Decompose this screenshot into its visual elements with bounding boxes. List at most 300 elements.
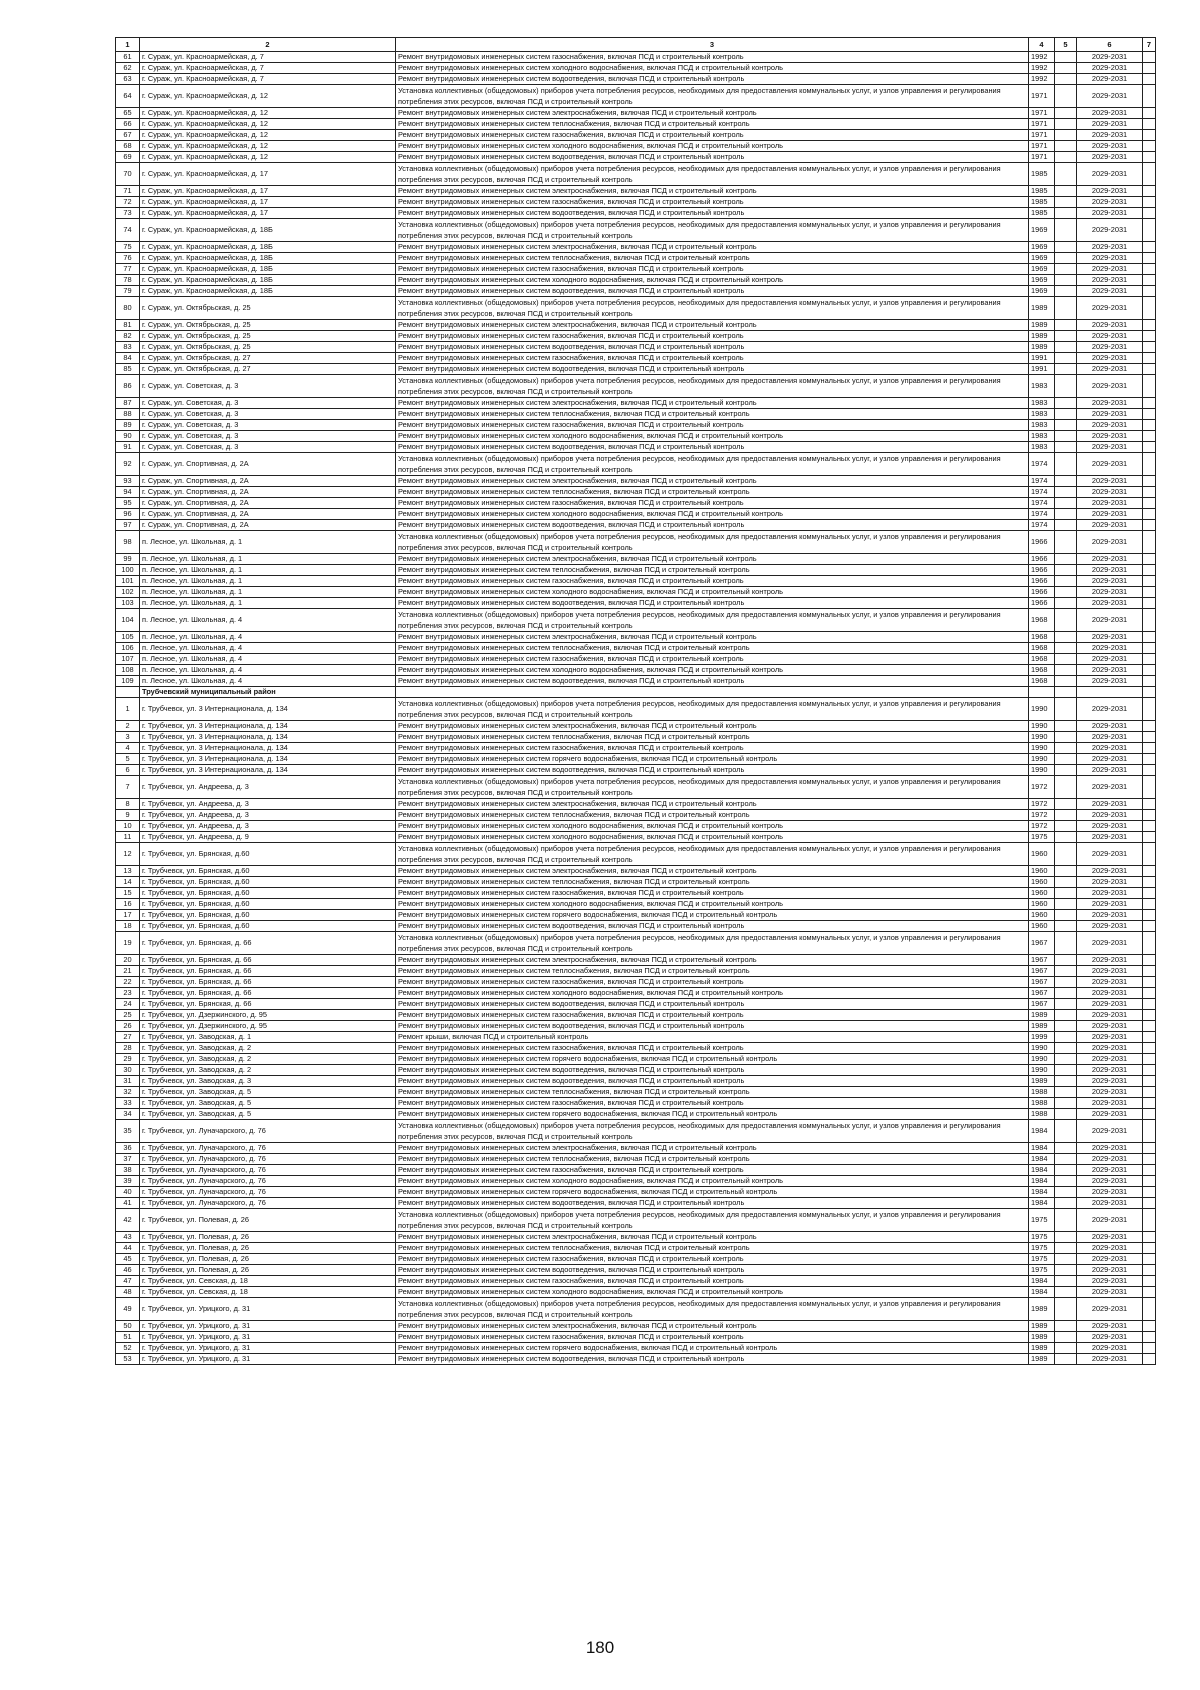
row-number: 15 — [116, 888, 140, 899]
address-cell: п. Лесное, ул. Школьная, д. 4 — [140, 632, 396, 643]
year-cell: 1990 — [1029, 743, 1055, 754]
empty-cell — [1143, 186, 1156, 197]
period-cell: 2029-2031 — [1077, 130, 1143, 141]
year-cell: 1966 — [1029, 531, 1055, 554]
empty-cell — [1055, 1065, 1077, 1076]
table-row — [116, 966, 1156, 977]
period-cell: 2029-2031 — [1077, 743, 1143, 754]
row-number: 69 — [116, 152, 140, 163]
empty-cell — [1143, 1176, 1156, 1187]
address-cell: г. Сураж, ул. Спортивная, д. 2А — [140, 487, 396, 498]
work-type-cell: Ремонт внутридомовых инженерных систем горячего водоснабжения, включая ПСД и строительный контроль — [396, 1109, 1029, 1120]
empty-cell — [1143, 1032, 1156, 1043]
work-type-cell: Ремонт внутридомовых инженерных систем электроснабжения, включая ПСД и строительный контроль — [396, 1143, 1029, 1154]
year-cell: 1988 — [1029, 1098, 1055, 1109]
year-cell: 1974 — [1029, 498, 1055, 509]
empty-cell — [1143, 1054, 1156, 1065]
year-cell: 1975 — [1029, 832, 1055, 843]
empty-cell — [1143, 52, 1156, 63]
period-cell: 2029-2031 — [1077, 442, 1143, 453]
row-number: 97 — [116, 520, 140, 531]
row-number: 105 — [116, 632, 140, 643]
empty-cell — [1055, 554, 1077, 565]
row-number: 28 — [116, 1043, 140, 1054]
row-number: 29 — [116, 1054, 140, 1065]
year-cell: 1967 — [1029, 932, 1055, 955]
address-cell: г. Сураж, ул. Спортивная, д. 2А — [140, 498, 396, 509]
period-cell: 2029-2031 — [1077, 810, 1143, 821]
period-cell: 2029-2031 — [1077, 843, 1143, 866]
table-row — [116, 1265, 1156, 1276]
table-row — [116, 74, 1156, 85]
year-cell: 1989 — [1029, 331, 1055, 342]
period-cell: 2029-2031 — [1077, 966, 1143, 977]
row-number: 108 — [116, 665, 140, 676]
year-cell: 1990 — [1029, 1043, 1055, 1054]
row-number: 78 — [116, 275, 140, 286]
address-cell: г. Трубчевск, ул. Севская, д. 18 — [140, 1276, 396, 1287]
empty-cell — [1055, 1076, 1077, 1087]
year-cell: 1968 — [1029, 665, 1055, 676]
row-number: 53 — [116, 1354, 140, 1365]
year-cell: 1984 — [1029, 1120, 1055, 1143]
empty-cell — [1143, 264, 1156, 275]
empty-cell — [1055, 988, 1077, 999]
period-cell: 2029-2031 — [1077, 587, 1143, 598]
row-number: 94 — [116, 487, 140, 498]
address-cell: г. Сураж, ул. Красноармейская, д. 12 — [140, 85, 396, 108]
row-number: 9 — [116, 810, 140, 821]
table-row — [116, 453, 1156, 476]
work-type-cell: Ремонт внутридомовых инженерных систем газоснабжения, включая ПСД и строительный контроль — [396, 331, 1029, 342]
period-cell: 2029-2031 — [1077, 420, 1143, 431]
period-cell: 2029-2031 — [1077, 654, 1143, 665]
table-row — [116, 531, 1156, 554]
row-number: 7 — [116, 776, 140, 799]
year-cell: 1966 — [1029, 576, 1055, 587]
table-row — [116, 1143, 1156, 1154]
empty-cell — [1055, 643, 1077, 654]
address-cell: г. Трубчевск, ул. Заводская, д. 5 — [140, 1098, 396, 1109]
table-row — [116, 331, 1156, 342]
year-cell: 1989 — [1029, 342, 1055, 353]
empty-cell — [1143, 1087, 1156, 1098]
address-cell: г. Сураж, ул. Спортивная, д. 2А — [140, 520, 396, 531]
empty-cell — [1055, 1010, 1077, 1021]
header-cell: 2 — [140, 38, 396, 52]
period-cell: 2029-2031 — [1077, 52, 1143, 63]
year-cell: 1984 — [1029, 1143, 1055, 1154]
row-number: 61 — [116, 52, 140, 63]
address-cell: г. Сураж, ул. Красноармейская, д. 12 — [140, 130, 396, 141]
row-number: 67 — [116, 130, 140, 141]
table-row — [116, 1032, 1156, 1043]
address-cell: г. Сураж, ул. Октябрьская, д. 27 — [140, 364, 396, 375]
work-type-cell: Ремонт внутридомовых инженерных систем газоснабжения, включая ПСД и строительный контроль — [396, 197, 1029, 208]
period-cell: 2029-2031 — [1077, 765, 1143, 776]
empty-cell — [1143, 531, 1156, 554]
address-cell: г. Трубчевск, ул. Дзержинского, д. 95 — [140, 1010, 396, 1021]
table-row — [116, 1154, 1156, 1165]
address-cell: п. Лесное, ул. Школьная, д. 4 — [140, 643, 396, 654]
year-cell: 1983 — [1029, 409, 1055, 420]
row-number: 33 — [116, 1098, 140, 1109]
work-type-cell: Ремонт внутридомовых инженерных систем водоотведения, включая ПСД и строительный контроль — [396, 364, 1029, 375]
table-row — [116, 1209, 1156, 1232]
period-cell: 2029-2031 — [1077, 899, 1143, 910]
work-type-cell: Ремонт внутридомовых инженерных систем водоотведения, включая ПСД и строительный контроль — [396, 520, 1029, 531]
table-row — [116, 520, 1156, 531]
address-cell: г. Сураж, ул. Советская, д. 3 — [140, 420, 396, 431]
table-row — [116, 698, 1156, 721]
year-cell: 1968 — [1029, 643, 1055, 654]
empty-cell — [1143, 197, 1156, 208]
empty-cell — [1055, 1165, 1077, 1176]
table-row — [116, 130, 1156, 141]
empty-cell — [1055, 832, 1077, 843]
empty-cell — [1143, 888, 1156, 899]
row-number: 65 — [116, 108, 140, 119]
work-type-cell: Ремонт внутридомовых инженерных систем холодного водоснабжения, включая ПСД и строительный контроль — [396, 587, 1029, 598]
year-cell: 1989 — [1029, 1332, 1055, 1343]
work-type-cell: Ремонт внутридомовых инженерных систем водоотведения, включая ПСД и строительный контроль — [396, 1265, 1029, 1276]
work-type-cell: Ремонт внутридомовых инженерных систем электроснабжения, включая ПСД и строительный контроль — [396, 632, 1029, 643]
row-number: 23 — [116, 988, 140, 999]
period-cell: 2029-2031 — [1077, 331, 1143, 342]
work-type-cell: Ремонт внутридомовых инженерных систем теплоснабжения, включая ПСД и строительный контроль — [396, 877, 1029, 888]
table-row — [116, 1232, 1156, 1243]
period-cell: 2029-2031 — [1077, 676, 1143, 687]
empty-cell — [1143, 1332, 1156, 1343]
empty-cell — [1055, 453, 1077, 476]
row-number: 3 — [116, 732, 140, 743]
year-cell: 1968 — [1029, 632, 1055, 643]
empty-cell — [1055, 1187, 1077, 1198]
empty-cell — [1143, 1098, 1156, 1109]
section-title: Трубчевский муниципальный район — [140, 687, 396, 698]
work-type-cell: Установка коллективных (общедомовых) приборов учета потребления ресурсов, необходимых для предоставления коммунальных услуг, и узлов управления и регулирования потребления этих ресурсов, включая ПСД и строительный контроль — [396, 375, 1029, 398]
year-cell: 1966 — [1029, 587, 1055, 598]
period-cell: 2029-2031 — [1077, 1287, 1143, 1298]
work-type-cell: Ремонт внутридомовых инженерных систем горячего водоснабжения, включая ПСД и строительный контроль — [396, 754, 1029, 765]
period-cell: 2029-2031 — [1077, 1198, 1143, 1209]
year-cell: 1960 — [1029, 866, 1055, 877]
table-row — [116, 364, 1156, 375]
period-cell: 2029-2031 — [1077, 754, 1143, 765]
empty-cell — [1143, 910, 1156, 921]
address-cell: г. Трубчевск, ул. Брянская, д.60 — [140, 910, 396, 921]
period-cell: 2029-2031 — [1077, 264, 1143, 275]
period-cell: 2029-2031 — [1077, 487, 1143, 498]
table-row — [116, 821, 1156, 832]
period-cell: 2029-2031 — [1077, 1054, 1143, 1065]
empty-cell — [1143, 698, 1156, 721]
work-type-cell: Ремонт внутридомовых инженерных систем водоотведения, включая ПСД и строительный контроль — [396, 342, 1029, 353]
period-cell: 2029-2031 — [1077, 565, 1143, 576]
address-cell: г. Сураж, ул. Красноармейская, д. 12 — [140, 152, 396, 163]
year-cell: 1984 — [1029, 1176, 1055, 1187]
table-row — [116, 999, 1156, 1010]
empty-cell — [1143, 632, 1156, 643]
work-type-cell: Ремонт внутридомовых инженерных систем газоснабжения, включая ПСД и строительный контроль — [396, 977, 1029, 988]
period-cell: 2029-2031 — [1077, 866, 1143, 877]
period-cell: 2029-2031 — [1077, 721, 1143, 732]
row-number: 84 — [116, 353, 140, 364]
work-type-cell: Ремонт внутридомовых инженерных систем теплоснабжения, включая ПСД и строительный контроль — [396, 643, 1029, 654]
address-cell: г. Трубчевск, ул. Луначарского, д. 76 — [140, 1143, 396, 1154]
address-cell: г. Трубчевск, ул. Полевая, д. 26 — [140, 1243, 396, 1254]
period-cell: 2029-2031 — [1077, 342, 1143, 353]
address-cell: г. Трубчевск, ул. Брянская, д. 66 — [140, 999, 396, 1010]
period-cell: 2029-2031 — [1077, 1043, 1143, 1054]
period-cell: 2029-2031 — [1077, 988, 1143, 999]
work-type-cell: Ремонт внутридомовых инженерных систем водоотведения, включая ПСД и строительный контроль — [396, 74, 1029, 85]
table-row — [116, 1076, 1156, 1087]
table-row — [116, 409, 1156, 420]
address-cell: п. Лесное, ул. Школьная, д. 1 — [140, 598, 396, 609]
empty-cell — [1055, 1343, 1077, 1354]
year-cell: 1974 — [1029, 476, 1055, 487]
work-type-cell: Ремонт внутридомовых инженерных систем электроснабжения, включая ПСД и строительный контроль — [396, 554, 1029, 565]
empty-cell — [1055, 843, 1077, 866]
year-cell: 1966 — [1029, 565, 1055, 576]
empty-cell — [1143, 398, 1156, 409]
empty-cell — [1143, 1043, 1156, 1054]
address-cell: п. Лесное, ул. Школьная, д. 1 — [140, 565, 396, 576]
period-cell: 2029-2031 — [1077, 999, 1143, 1010]
work-type-cell: Ремонт внутридомовых инженерных систем газоснабжения, включая ПСД и строительный контроль — [396, 1043, 1029, 1054]
period-cell: 2029-2031 — [1077, 409, 1143, 420]
address-cell: г. Трубчевск, ул. Брянская, д.60 — [140, 888, 396, 899]
row-number: 101 — [116, 576, 140, 587]
work-type-cell: Ремонт внутридомовых инженерных систем теплоснабжения, включая ПСД и строительный контроль — [396, 1243, 1029, 1254]
year-cell: 1972 — [1029, 776, 1055, 799]
empty-cell — [1055, 1087, 1077, 1098]
work-type-cell: Ремонт внутридомовых инженерных систем горячего водоснабжения, включая ПСД и строительный контроль — [396, 1187, 1029, 1198]
address-cell: г. Трубчевск, ул. Луначарского, д. 76 — [140, 1187, 396, 1198]
address-cell: г. Трубчевск, ул. Урицкого, д. 31 — [140, 1298, 396, 1321]
address-cell: г. Трубчевск, ул. 3 Интернационала, д. 134 — [140, 732, 396, 743]
empty-cell — [1055, 732, 1077, 743]
empty-cell — [1055, 1243, 1077, 1254]
table-row — [116, 743, 1156, 754]
period-cell: 2029-2031 — [1077, 643, 1143, 654]
period-cell: 2029-2031 — [1077, 242, 1143, 253]
work-type-cell: Ремонт внутридомовых инженерных систем теплоснабжения, включая ПСД и строительный контроль — [396, 253, 1029, 264]
period-cell: 2029-2031 — [1077, 1298, 1143, 1321]
work-type-cell: Установка коллективных (общедомовых) приборов учета потребления ресурсов, необходимых для предоставления коммунальных услуг, и узлов управления и регулирования потребления этих ресурсов, включая ПСД и строительный контроль — [396, 163, 1029, 186]
period-cell: 2029-2031 — [1077, 320, 1143, 331]
empty-cell — [1143, 1154, 1156, 1165]
address-cell: г. Трубчевск, ул. Луначарского, д. 76 — [140, 1165, 396, 1176]
table-row — [116, 665, 1156, 676]
address-cell: г. Трубчевск, ул. Севская, д. 18 — [140, 1287, 396, 1298]
year-cell: 1972 — [1029, 799, 1055, 810]
empty-cell — [1143, 219, 1156, 242]
work-type-cell: Ремонт внутридомовых инженерных систем газоснабжения, включая ПСД и строительный контроль — [396, 1332, 1029, 1343]
empty-cell — [1143, 1143, 1156, 1154]
row-number: 80 — [116, 297, 140, 320]
row-number: 40 — [116, 1187, 140, 1198]
empty-cell — [1055, 765, 1077, 776]
work-type-cell: Ремонт внутридомовых инженерных систем электроснабжения, включая ПСД и строительный контроль — [396, 398, 1029, 409]
table-row — [116, 676, 1156, 687]
address-cell: г. Сураж, ул. Советская, д. 3 — [140, 442, 396, 453]
work-type-cell: Ремонт внутридомовых инженерных систем холодного водоснабжения, включая ПСД и строительный контроль — [396, 821, 1029, 832]
table-row — [116, 52, 1156, 63]
empty-cell — [1055, 476, 1077, 487]
work-type-cell: Ремонт внутридомовых инженерных систем газоснабжения, включая ПСД и строительный контроль — [396, 264, 1029, 275]
empty-cell — [1055, 509, 1077, 520]
empty-cell — [1143, 331, 1156, 342]
empty-cell — [1055, 253, 1077, 264]
row-number: 77 — [116, 264, 140, 275]
row-number: 95 — [116, 498, 140, 509]
work-type-cell: Ремонт внутридомовых инженерных систем горячего водоснабжения, включая ПСД и строительный контроль — [396, 910, 1029, 921]
period-cell: 2029-2031 — [1077, 576, 1143, 587]
year-cell: 1990 — [1029, 698, 1055, 721]
page-number: 180 — [585, 1638, 615, 1657]
empty-cell — [1055, 141, 1077, 152]
empty-cell — [1055, 398, 1077, 409]
address-cell: г. Трубчевск, ул. Луначарского, д. 76 — [140, 1120, 396, 1143]
empty-cell — [1143, 476, 1156, 487]
row-number: 98 — [116, 531, 140, 554]
address-cell: г. Трубчевск, ул. Брянская, д. 66 — [140, 932, 396, 955]
empty-cell — [1055, 866, 1077, 877]
year-cell: 1974 — [1029, 509, 1055, 520]
table-row — [116, 152, 1156, 163]
table-row — [116, 654, 1156, 665]
address-cell: г. Сураж, ул. Октябрьская, д. 25 — [140, 297, 396, 320]
row-number: 32 — [116, 1087, 140, 1098]
empty-cell — [1055, 1232, 1077, 1243]
row-number: 34 — [116, 1109, 140, 1120]
address-cell: п. Лесное, ул. Школьная, д. 1 — [140, 531, 396, 554]
table-row — [116, 799, 1156, 810]
period-cell: 2029-2031 — [1077, 977, 1143, 988]
row-number: 43 — [116, 1232, 140, 1243]
empty-cell — [1055, 1054, 1077, 1065]
year-cell: 1983 — [1029, 420, 1055, 431]
row-number: 102 — [116, 587, 140, 598]
address-cell: г. Трубчевск, ул. 3 Интернационала, д. 134 — [140, 721, 396, 732]
period-cell: 2029-2031 — [1077, 732, 1143, 743]
year-cell: 1983 — [1029, 398, 1055, 409]
year-cell: 1971 — [1029, 119, 1055, 130]
period-cell: 2029-2031 — [1077, 921, 1143, 932]
table-row — [116, 398, 1156, 409]
year-cell: 1985 — [1029, 163, 1055, 186]
address-cell: г. Трубчевск, ул. Луначарского, д. 76 — [140, 1154, 396, 1165]
table-row — [116, 208, 1156, 219]
table-row — [116, 1321, 1156, 1332]
address-cell: г. Трубчевск, ул. Брянская, д.60 — [140, 843, 396, 866]
year-cell: 1966 — [1029, 598, 1055, 609]
row-number: 68 — [116, 141, 140, 152]
year-cell: 1984 — [1029, 1276, 1055, 1287]
period-cell: 2029-2031 — [1077, 1109, 1143, 1120]
row-number: 36 — [116, 1143, 140, 1154]
empty-cell — [1055, 331, 1077, 342]
empty-cell — [1055, 1254, 1077, 1265]
address-cell: г. Трубчевск, ул. Полевая, д. 26 — [140, 1265, 396, 1276]
period-cell: 2029-2031 — [1077, 141, 1143, 152]
period-cell: 2029-2031 — [1077, 1154, 1143, 1165]
empty-cell — [1055, 364, 1077, 375]
work-type-cell: Ремонт крыши, включая ПСД и строительный контроль — [396, 1032, 1029, 1043]
address-cell: г. Сураж, ул. Красноармейская, д. 12 — [140, 119, 396, 130]
table-row — [116, 832, 1156, 843]
empty-cell — [1055, 821, 1077, 832]
year-cell: 1992 — [1029, 63, 1055, 74]
row-number: 45 — [116, 1254, 140, 1265]
period-cell: 2029-2031 — [1077, 286, 1143, 297]
header-cell: 4 — [1029, 38, 1055, 52]
empty-cell — [1055, 219, 1077, 242]
empty-cell — [1143, 275, 1156, 286]
work-type-cell: Ремонт внутридомовых инженерных систем газоснабжения, включая ПСД и строительный контроль — [396, 420, 1029, 431]
empty-cell — [1055, 799, 1077, 810]
empty-cell — [1143, 1354, 1156, 1365]
empty-cell — [1143, 609, 1156, 632]
empty-cell — [1055, 420, 1077, 431]
work-type-cell: Ремонт внутридомовых инженерных систем холодного водоснабжения, включая ПСД и строительный контроль — [396, 509, 1029, 520]
row-number: 73 — [116, 208, 140, 219]
work-type-cell: Установка коллективных (общедомовых) приборов учета потребления ресурсов, необходимых для предоставления коммунальных услуг, и узлов управления и регулирования потребления этих ресурсов, включая ПСД и строительный контроль — [396, 531, 1029, 554]
year-cell: 1989 — [1029, 1076, 1055, 1087]
address-cell: г. Сураж, ул. Красноармейская, д. 12 — [140, 108, 396, 119]
table-row — [116, 810, 1156, 821]
column-number-header — [116, 38, 1156, 52]
period-cell: 2029-2031 — [1077, 453, 1143, 476]
period-cell: 2029-2031 — [1077, 955, 1143, 966]
work-type-cell: Установка коллективных (общедомовых) приборов учета потребления ресурсов, необходимых для предоставления коммунальных услуг, и узлов управления и регулирования потребления этих ресурсов, включая ПСД и строительный контроль — [396, 453, 1029, 476]
period-cell: 2029-2031 — [1077, 632, 1143, 643]
period-cell: 2029-2031 — [1077, 1176, 1143, 1187]
row-number: 71 — [116, 186, 140, 197]
period-cell: 2029-2031 — [1077, 1187, 1143, 1198]
period-cell: 2029-2031 — [1077, 665, 1143, 676]
address-cell: г. Трубчевск, ул. Заводская, д. 2 — [140, 1054, 396, 1065]
address-cell: п. Лесное, ул. Школьная, д. 4 — [140, 676, 396, 687]
empty-cell — [1055, 899, 1077, 910]
work-type-cell: Ремонт внутридомовых инженерных систем газоснабжения, включая ПСД и строительный контроль — [396, 1098, 1029, 1109]
empty-cell — [1143, 253, 1156, 264]
address-cell: г. Трубчевск, ул. Урицкого, д. 31 — [140, 1332, 396, 1343]
table-row — [116, 186, 1156, 197]
address-cell: г. Сураж, ул. Красноармейская, д. 12 — [140, 141, 396, 152]
empty-cell — [1143, 320, 1156, 331]
empty-cell — [1143, 866, 1156, 877]
table-row — [116, 431, 1156, 442]
period-cell: 2029-2031 — [1077, 208, 1143, 219]
row-number: 14 — [116, 877, 140, 888]
empty-cell — [1143, 85, 1156, 108]
work-type-cell: Ремонт внутридомовых инженерных систем газоснабжения, включая ПСД и строительный контроль — [396, 1254, 1029, 1265]
table-row — [116, 487, 1156, 498]
year-cell: 1990 — [1029, 732, 1055, 743]
empty-cell — [1143, 955, 1156, 966]
row-number: 96 — [116, 509, 140, 520]
table-row — [116, 899, 1156, 910]
row-number: 100 — [116, 565, 140, 576]
empty-cell — [1143, 420, 1156, 431]
row-number: 70 — [116, 163, 140, 186]
row-number: 74 — [116, 219, 140, 242]
table-row — [116, 1343, 1156, 1354]
period-cell: 2029-2031 — [1077, 63, 1143, 74]
